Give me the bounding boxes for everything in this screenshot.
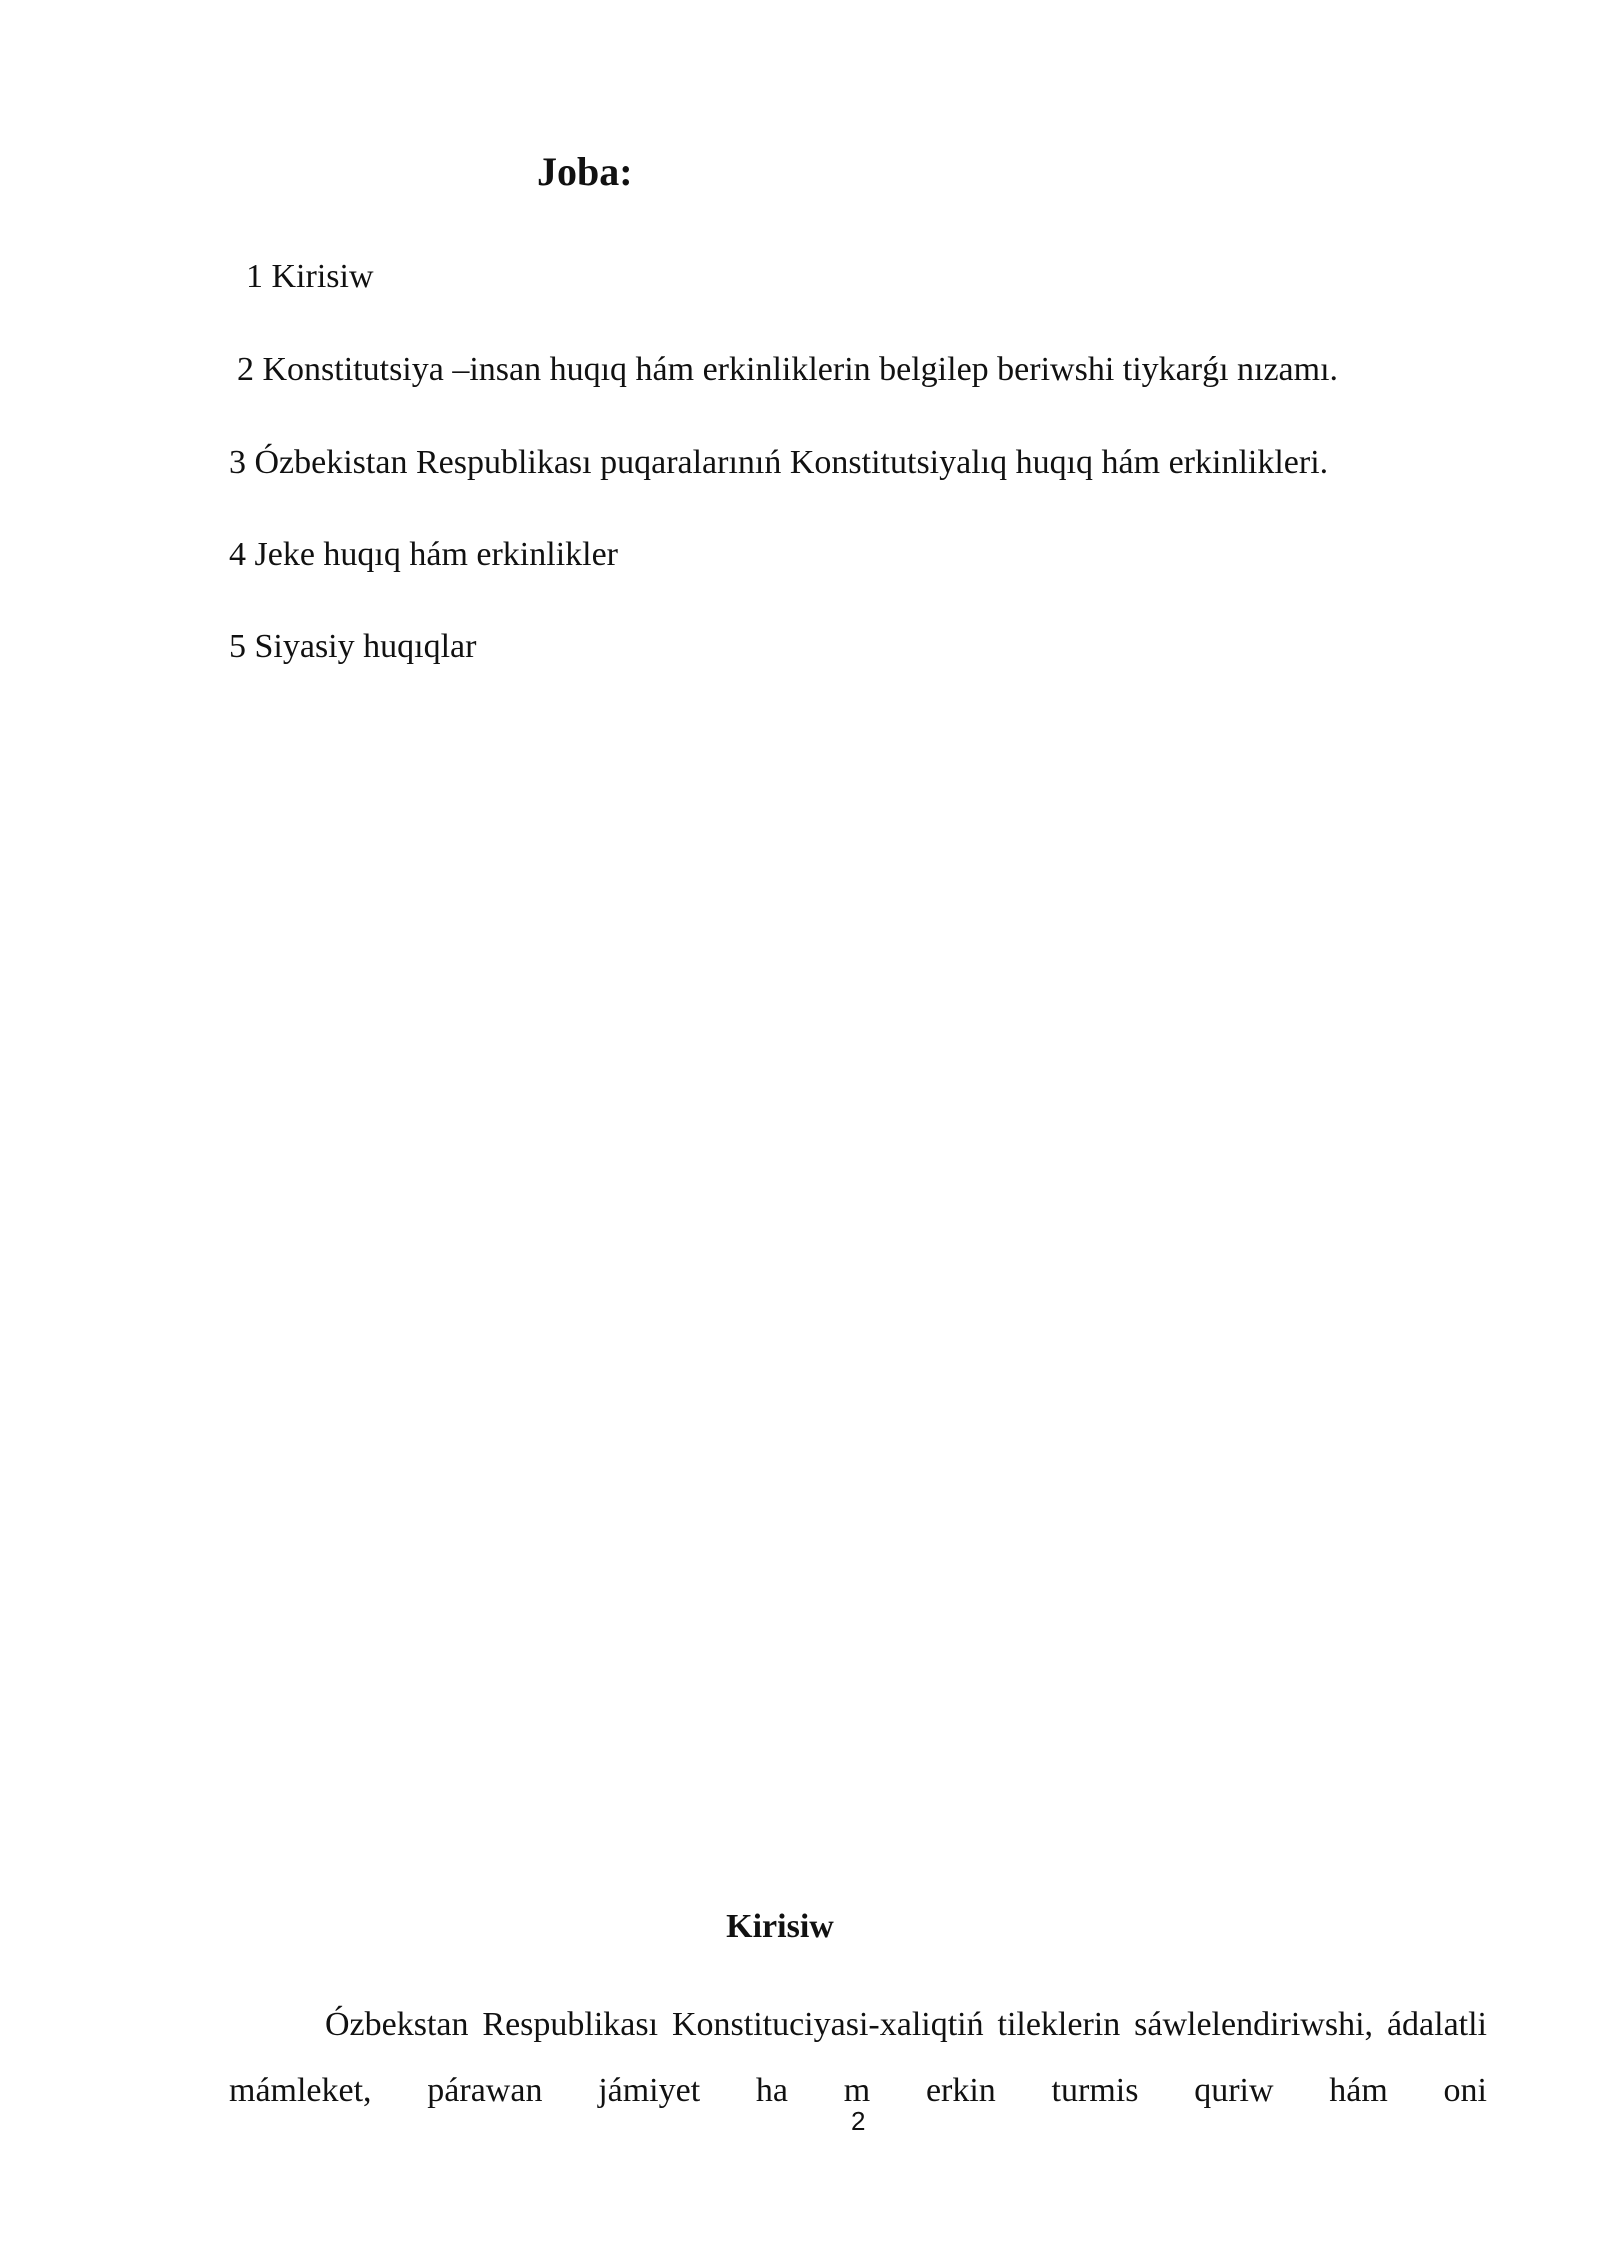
plan-item-5: 5 Siyasiy huqıqlar <box>229 628 477 665</box>
page-number: 2 <box>851 2106 866 2136</box>
plan-item-2: 2 Konstitutsiya –insan huqıq hám erkinliklerin belgilep beriwshi tiykarǵı nızamı. <box>237 351 1339 388</box>
plan-item-3: 3 Ózbekistan Respublikası puqaralarınıń Konstitutsiyalıq huqıq hám erkinlikleri. <box>229 444 1329 481</box>
section-heading-kirisiw: Kirisiw <box>726 1908 834 1945</box>
intro-paragraph: Ózbekstan Respublikası Konstituciyasi-xaliqtiń tileklerin sáwlelendiriwshi, ádalatli mámleket, párawan jámiyet ha m erkin turmis quriw hám oni <box>229 2006 1487 2109</box>
plan-title: Joba: <box>537 149 633 194</box>
plan-item-4: 4 Jeke huqıq hám erkinlikler <box>229 536 619 573</box>
plan-item-1: 1 Kirisiw <box>246 258 374 295</box>
